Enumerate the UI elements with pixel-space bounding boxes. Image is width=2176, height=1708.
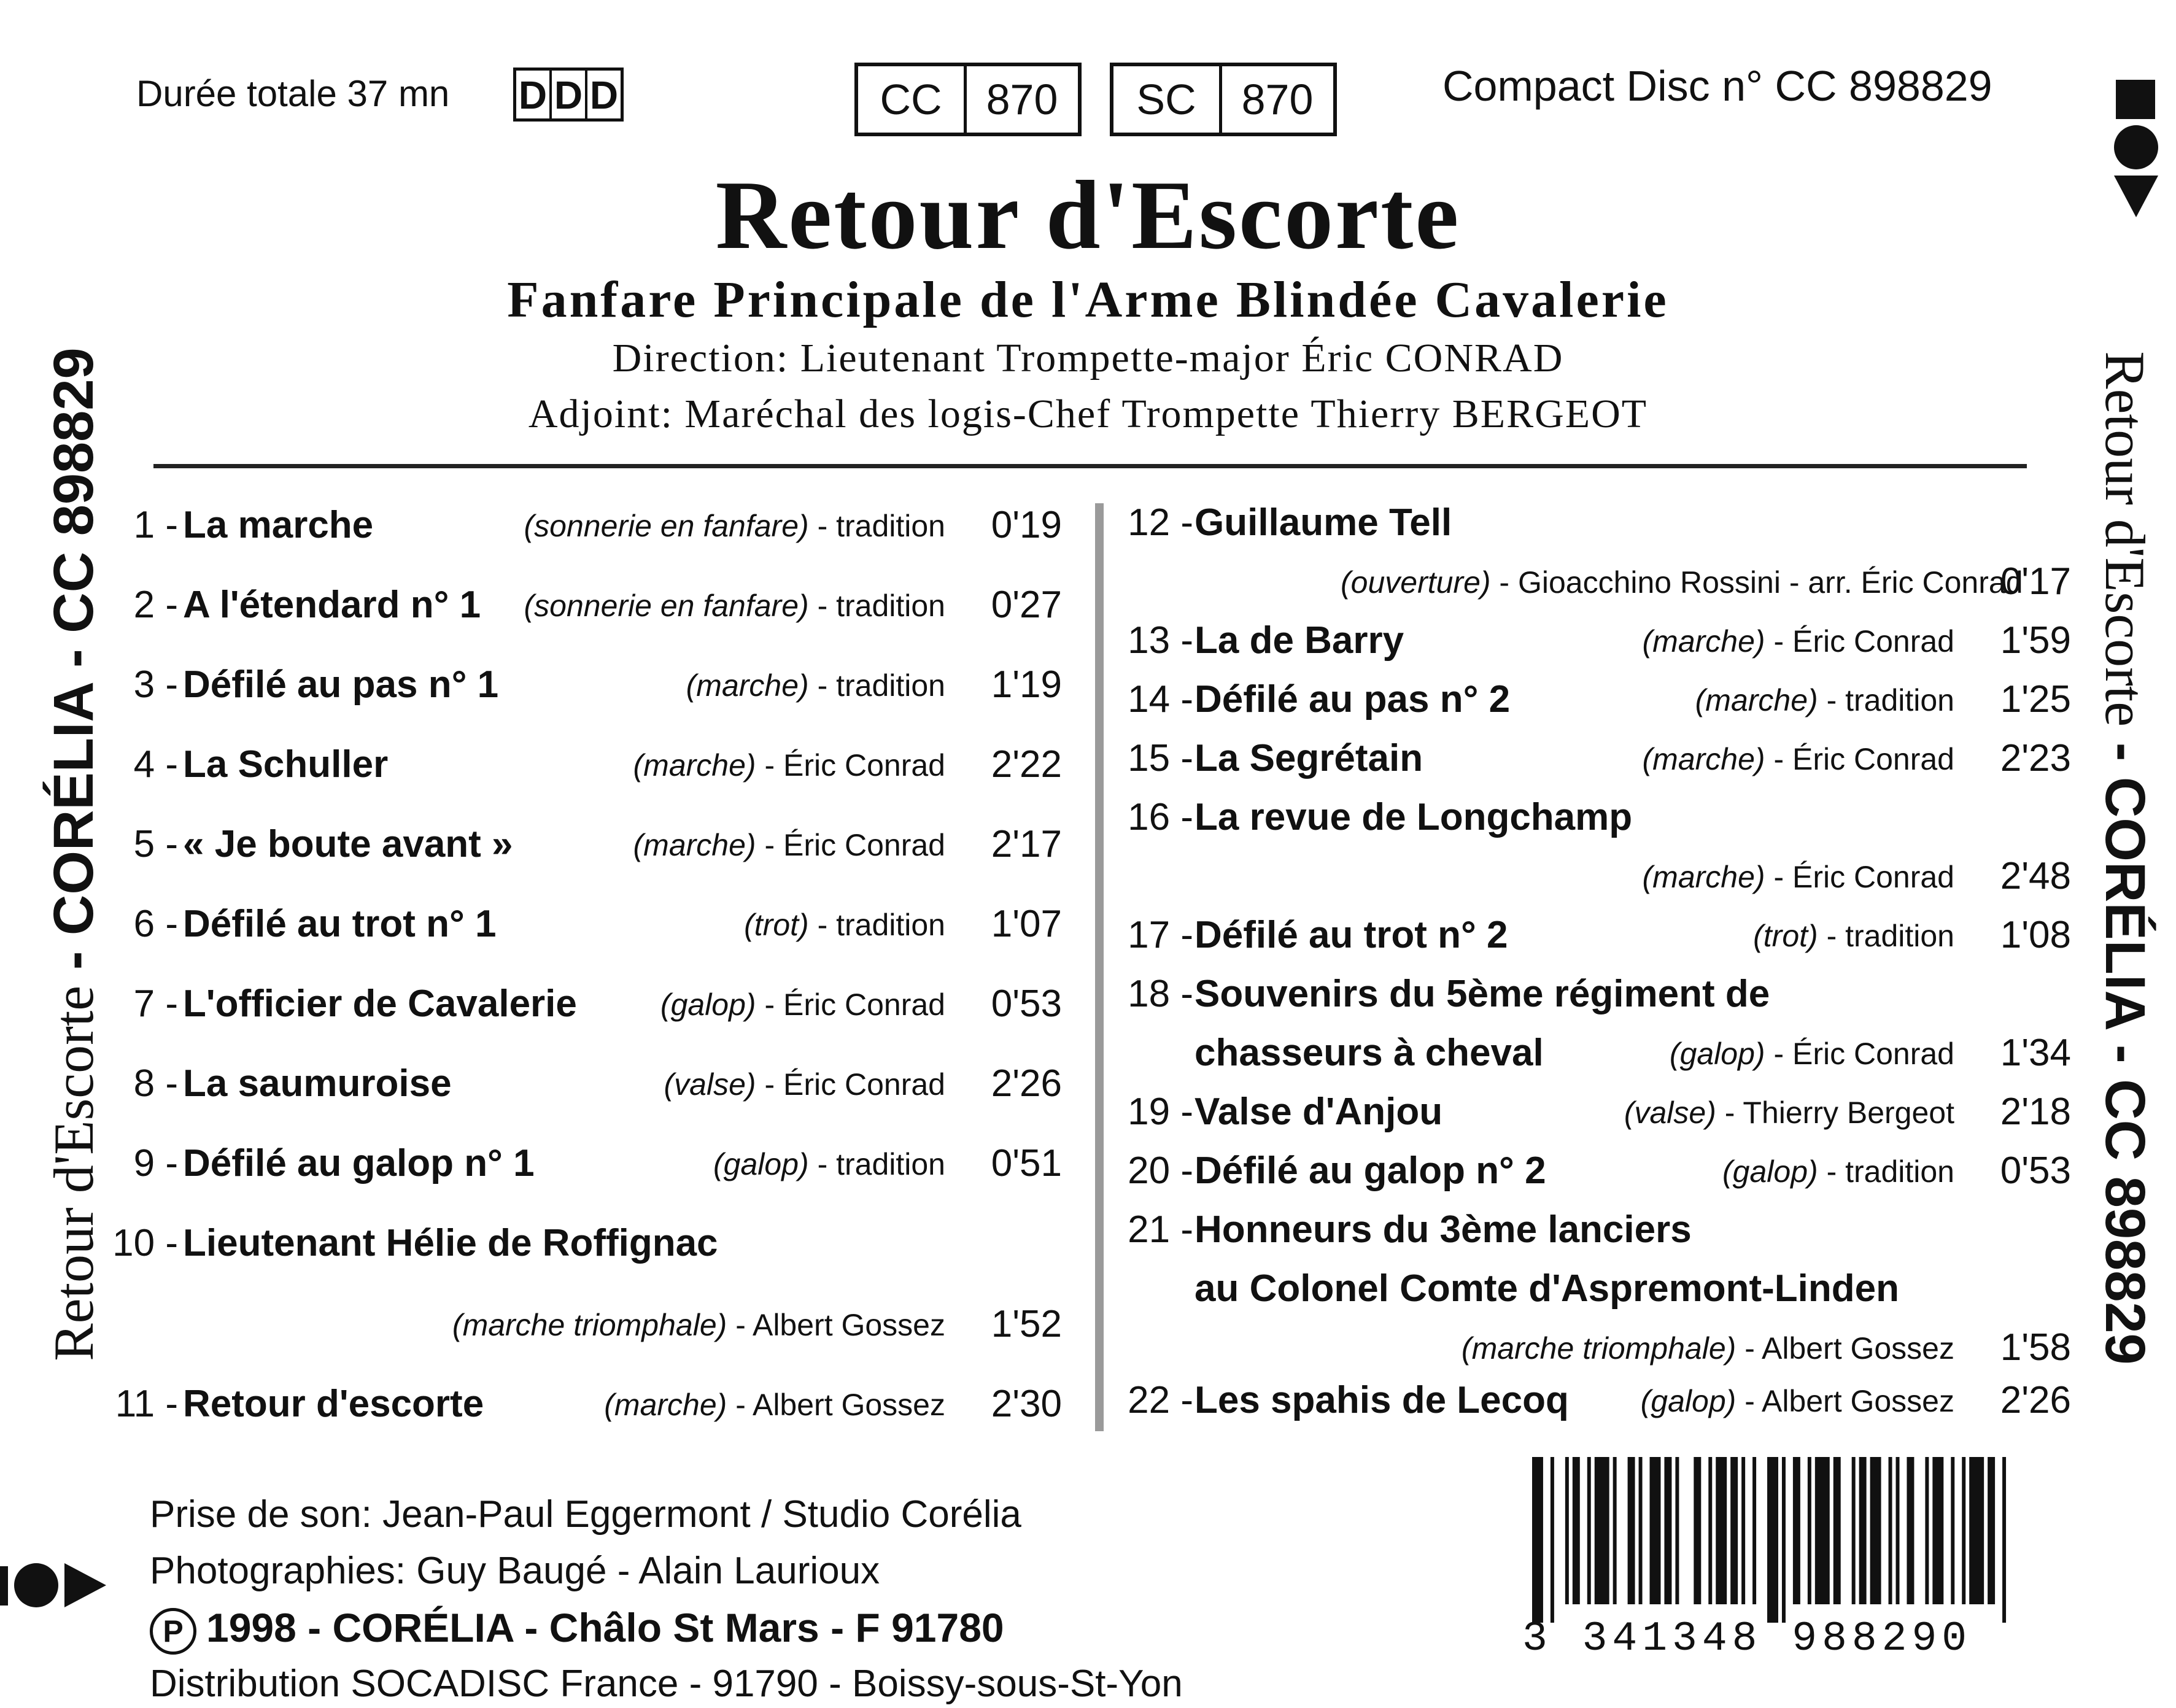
track-title: La marche	[183, 504, 374, 546]
spine-right	[2093, 351, 2158, 1364]
track-number: 22 -	[1128, 1379, 1193, 1421]
barcode-bar	[1730, 1457, 1738, 1604]
track-duration: 0'19	[991, 504, 1062, 546]
barcode-bar	[1675, 1457, 1679, 1604]
track-credit: - tradition	[1818, 919, 1954, 953]
track-duration: 1'07	[991, 903, 1062, 945]
track-genre: (sonnerie en fanfare)	[524, 589, 809, 623]
track-duration: 2'48	[2000, 855, 2071, 897]
track-title-continued: chasseurs à cheval	[1194, 1032, 1544, 1074]
sc-code-box	[1110, 63, 1337, 136]
logo-square-icon	[2116, 80, 2155, 119]
track-credit: - Thierry Bergeot	[1716, 1096, 1954, 1130]
track-credit: - Éric Conrad	[1765, 742, 1954, 776]
track-info	[1341, 859, 1954, 895]
track-detail-row	[0, 1326, 2071, 1375]
track-info	[1341, 1154, 1954, 1189]
track-info	[1341, 1095, 1954, 1130]
track-number: 16 -	[1128, 796, 1193, 838]
track-title: Défilé au pas n° 2	[1194, 678, 1511, 721]
track-genre: (marche triomphale)	[452, 1308, 727, 1342]
disc-number: Compact Disc n° CC 898829	[1442, 62, 1992, 110]
track-credit: - Albert Gossez	[1736, 1384, 1954, 1418]
barcode-bar	[1833, 1457, 1841, 1604]
barcode-bar	[1870, 1457, 1881, 1604]
code-number: 870	[986, 75, 1058, 123]
track-credit: - tradition	[808, 589, 945, 623]
track-duration: 2'18	[2000, 1091, 2071, 1133]
track-genre: (marche)	[1642, 624, 1765, 659]
track-info	[1341, 624, 1954, 659]
code-number: 870	[1241, 75, 1314, 123]
track-row	[0, 501, 1954, 550]
track-title: « Je boute avant »	[183, 823, 513, 865]
track-detail-row	[0, 560, 2071, 609]
photo-credit: Photographies: Guy Baugé - Alain Laurioux	[150, 1550, 880, 1592]
track-row	[0, 678, 2071, 727]
barcode-icon	[1532, 1457, 2017, 1623]
track-genre: (galop)	[1669, 1037, 1765, 1071]
track-number: 21 -	[1128, 1208, 1193, 1251]
track-title: La saumuroise	[183, 1062, 452, 1105]
track-info	[1341, 682, 1954, 718]
barcode-bar	[1951, 1457, 1954, 1604]
barcode-bar	[1741, 1457, 1745, 1604]
track-number: 5 -	[133, 823, 178, 865]
barcode-bar	[1969, 1457, 1984, 1604]
header-divider	[153, 464, 2027, 468]
barcode-bar	[1650, 1457, 1661, 1604]
barcode-bar	[1988, 1457, 1995, 1604]
label-logo-icon	[2114, 80, 2157, 217]
track-detail-row	[0, 1031, 2071, 1080]
track-title: Défilé au pas n° 1	[183, 663, 499, 706]
track-row	[0, 1090, 2071, 1139]
logo-triangle-icon	[2114, 176, 2158, 217]
barcode-bar	[1628, 1457, 1635, 1604]
track-title: Retour d'escorte	[183, 1383, 484, 1425]
track-credit: - Éric Conrad	[756, 1067, 945, 1102]
track-number: 10 -	[112, 1222, 178, 1264]
barcode-bar	[1587, 1457, 1591, 1604]
track-genre: (galop)	[1640, 1384, 1737, 1418]
cc-code-box	[854, 63, 1082, 136]
track-duration: 0'53	[991, 983, 1062, 1025]
track-number: 19 -	[1128, 1091, 1193, 1133]
track-number: 14 -	[1128, 678, 1193, 721]
track-title: Guillaume Tell	[1194, 501, 1452, 544]
barcode-bar	[1565, 1457, 1569, 1604]
distribution-credit: Distribution SOCADISC France - 91790 - Boissy-sous-St-Yon	[150, 1663, 1183, 1705]
barcode-bar	[1852, 1457, 1856, 1604]
track-genre: (marche)	[686, 668, 809, 703]
barcode-bar	[1573, 1457, 1580, 1604]
track-number: 17 -	[1128, 914, 1193, 956]
phonogram-icon: P	[150, 1608, 196, 1655]
barcode-bar	[1962, 1457, 1965, 1604]
track-genre: (marche)	[633, 828, 756, 862]
track-title: La Segrétain	[1194, 737, 1423, 779]
logo-circle-icon	[2114, 125, 2158, 169]
spine-title: Retour d'Escorte	[42, 985, 105, 1361]
track-duration: 2'17	[991, 823, 1062, 865]
ddd-letter: D	[516, 71, 552, 118]
track-info	[1341, 741, 1954, 777]
barcode-bar	[1752, 1457, 1756, 1604]
track-title: Défilé au trot n° 2	[1194, 914, 1508, 956]
track-genre: (galop)	[713, 1147, 809, 1181]
barcode-bar	[1664, 1457, 1671, 1604]
direction-credit: Direction: Lieutenant Trompette-major Éric CONRAD	[612, 336, 1564, 381]
ddd-letter: D	[552, 71, 587, 118]
track-duration: 0'53	[2000, 1150, 2071, 1192]
barcode-bar	[1708, 1457, 1712, 1604]
track-genre: (marche)	[604, 1388, 727, 1422]
track-genre: (marche)	[1695, 683, 1818, 717]
barcode-bar	[1782, 1457, 1786, 1623]
track-duration: 1'58	[2000, 1326, 2071, 1369]
track-title: A l'étendard n° 1	[183, 584, 481, 626]
ddd-letter: D	[589, 73, 619, 117]
track-genre: (galop)	[1722, 1154, 1818, 1189]
track-genre: (marche triomphale)	[1461, 1331, 1737, 1366]
track-number: 4 -	[133, 743, 178, 786]
track-credit: - tradition	[808, 1147, 945, 1181]
track-number: 6 -	[133, 903, 178, 945]
track-genre: (marche)	[1642, 742, 1765, 776]
track-credit: - Éric Conrad	[756, 828, 945, 862]
track-credit: - Éric Conrad	[756, 748, 945, 783]
barcode-bar	[1767, 1457, 1778, 1623]
track-title: Défilé au galop n° 1	[183, 1142, 535, 1184]
track-credit: - Gioacchino Rossini - arr. Éric Conrad	[1490, 565, 2023, 600]
barcode-bar	[1932, 1457, 1943, 1604]
track-title: Valse d'Anjou	[1194, 1091, 1443, 1133]
track-duration: 2'22	[991, 743, 1062, 786]
track-credit: - tradition	[1818, 1154, 1954, 1189]
track-info	[1341, 1036, 1954, 1072]
track-row	[0, 1149, 2071, 1198]
track-duration: 1'19	[991, 663, 1062, 706]
track-title: L'officier de Cavalerie	[183, 983, 577, 1025]
track-number: 18 -	[1128, 973, 1193, 1015]
track-credit: - Éric Conrad	[1765, 860, 1954, 894]
track-info	[1341, 1331, 1954, 1366]
track-credit: - Éric Conrad	[1765, 1037, 1954, 1071]
track-duration: 1'08	[2000, 914, 2071, 956]
track-title-continued: au Colonel Comte d'Aspremont-Linden	[1194, 1267, 1899, 1310]
track-genre: (ouverture)	[1341, 565, 1491, 600]
barcode-bar	[1613, 1457, 1617, 1604]
track-title: Souvenirs du 5ème régiment de	[1194, 973, 1770, 1015]
ddd-badge	[513, 68, 624, 122]
track-title: Défilé au trot n° 1	[183, 903, 497, 945]
barcode-bar	[1808, 1457, 1811, 1604]
track-row	[0, 913, 2071, 962]
track-title: Défilé au galop n° 2	[1194, 1150, 1546, 1192]
track-title: La Schuller	[183, 743, 389, 786]
barcode-bar	[1889, 1457, 1892, 1604]
track-info	[1341, 1383, 1954, 1419]
barcode-bar	[2002, 1457, 2006, 1623]
track-info	[1341, 565, 2023, 600]
track-number: 8 -	[133, 1062, 178, 1105]
barcode-bar	[1793, 1457, 1800, 1604]
track-title: Lieutenant Hélie de Roffignac	[183, 1222, 718, 1264]
track-duration: 2'26	[991, 1062, 1062, 1105]
copyright-text: 1998 - CORÉLIA - Châlo St Mars - F 91780	[206, 1605, 1004, 1650]
track-duration: 1'34	[2000, 1032, 2071, 1074]
track-title: La de Barry	[1194, 619, 1404, 662]
code-prefix: CC	[858, 66, 967, 133]
track-genre: (marche)	[633, 748, 756, 783]
track-number: 3 -	[133, 663, 178, 706]
track-duration: 1'52	[991, 1303, 1062, 1345]
logo-square-icon	[0, 1566, 8, 1606]
spine-label: - CORÉLIA - CC 898829	[42, 347, 105, 986]
barcode-bar	[1532, 1457, 1543, 1623]
track-detail-row	[0, 854, 2071, 903]
track-number: 11 -	[115, 1383, 178, 1425]
track-row	[0, 736, 2071, 786]
track-title: Honneurs du 3ème lanciers	[1194, 1208, 1692, 1251]
album-title: Retour d'Escorte	[715, 160, 1461, 269]
barcode-bar	[1925, 1457, 1929, 1604]
barcode-bar	[1694, 1457, 1701, 1604]
track-duration: 1'25	[2000, 678, 2071, 721]
track-duration: 0'27	[991, 584, 1062, 626]
track-title: La revue de Longchamp	[1194, 796, 1633, 838]
logo-circle-icon	[14, 1563, 58, 1607]
track-credit: - Éric Conrad	[756, 987, 945, 1022]
spine-label: - CORÉLIA - CC 898829	[2094, 727, 2156, 1365]
track-number: 7 -	[133, 983, 178, 1025]
copyright-line	[150, 1604, 1004, 1655]
track-duration: 0'17	[2000, 560, 2071, 603]
spine-left	[41, 347, 106, 1361]
track-genre: (sonnerie en fanfare)	[524, 509, 809, 543]
logo-triangle-icon	[64, 1563, 106, 1607]
track-credit: - tradition	[808, 509, 945, 543]
track-genre: (galop)	[660, 987, 756, 1022]
track-row	[0, 619, 2071, 668]
track-credit: - Albert Gossez	[727, 1308, 945, 1342]
code-prefix: SC	[1113, 66, 1222, 133]
track-credit: - tradition	[1818, 683, 1954, 717]
track-credit: - Albert Gossez	[727, 1388, 945, 1422]
track-credit: - tradition	[808, 908, 945, 942]
track-number: 13 -	[1128, 619, 1193, 662]
track-genre: (valse)	[664, 1067, 756, 1102]
track-row	[0, 972, 1954, 1021]
barcode-bar	[1907, 1457, 1914, 1604]
barcode-number: 3 341348 988290	[1522, 1615, 1972, 1663]
barcode-bar	[1595, 1457, 1609, 1604]
track-number: 20 -	[1128, 1150, 1193, 1192]
total-duration: Durée totale 37 mn	[136, 73, 450, 114]
album-subtitle: Fanfare Principale de l'Arme Blindée Cavalerie	[507, 271, 1669, 328]
track-genre: (trot)	[1753, 919, 1818, 953]
track-credit: - Éric Conrad	[1765, 624, 1954, 659]
track-genre: (trot)	[744, 908, 809, 942]
barcode-bar	[1716, 1457, 1727, 1604]
track-title: Les spahis de Lecoq	[1194, 1379, 1569, 1421]
track-duration: 2'26	[2000, 1379, 2071, 1421]
track-duration: 2'23	[2000, 737, 2071, 779]
track-number: 1 -	[133, 504, 178, 546]
barcode-bar	[1859, 1457, 1867, 1604]
barcode-bar	[1896, 1457, 1900, 1604]
track-number: 9 -	[133, 1142, 178, 1184]
track-number: 2 -	[133, 584, 178, 626]
track-genre: (valse)	[1624, 1096, 1716, 1130]
track-genre: (marche)	[1642, 860, 1765, 894]
track-duration: 0'51	[991, 1142, 1062, 1184]
track-credit: - Albert Gossez	[1736, 1331, 1954, 1366]
track-duration: 2'30	[991, 1383, 1062, 1425]
track-number: 15 -	[1128, 737, 1193, 779]
barcode-bar	[1639, 1457, 1643, 1604]
label-logo-icon	[0, 1564, 106, 1607]
track-duration: 1'59	[2000, 619, 2071, 662]
track-number: 12 -	[1128, 501, 1193, 544]
sound-credit: Prise de son: Jean-Paul Eggermont / Studio Corélia	[150, 1493, 1021, 1536]
track-row	[0, 795, 1954, 844]
track-row	[0, 1208, 1954, 1257]
barcode-bar	[1551, 1457, 1554, 1623]
track-detail-row	[0, 1267, 1954, 1316]
adjoint-credit: Adjoint: Maréchal des logis-Chef Trompette Thierry BERGEOT	[528, 392, 1648, 436]
track-row	[0, 1378, 2071, 1428]
spine-title: Retour d'Escorte	[2094, 351, 2156, 727]
track-info	[1341, 918, 1954, 954]
track-credit: - tradition	[808, 668, 945, 703]
barcode-bar	[1815, 1457, 1830, 1604]
